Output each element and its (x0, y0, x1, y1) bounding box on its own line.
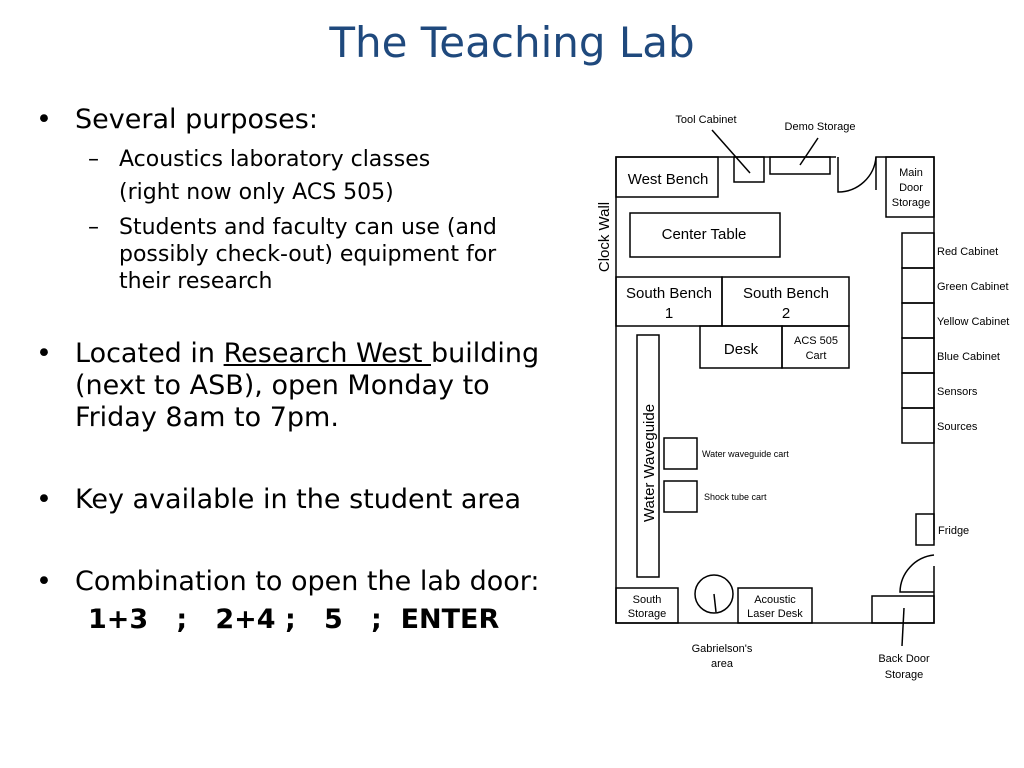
bullet-dot: • (36, 104, 52, 135)
label-main-door-3: Storage (891, 197, 931, 209)
bullet-text: Several purposes: (75, 104, 318, 135)
label-acoustic-desk-2: Laser Desk (747, 608, 803, 620)
dash-marker: – (88, 147, 99, 172)
sensors-cabinet (902, 373, 934, 408)
bullet-text: Friday 8am to 7pm. (75, 402, 339, 433)
bullet-dot: • (36, 484, 52, 515)
door-code: 1+3 ; 2+4 ; 5 ; ENTER (88, 604, 500, 635)
blue-cabinet (902, 338, 934, 373)
leader-gabrielson (714, 594, 716, 612)
bullet-text (75, 338, 539, 370)
sub-bullet-text: Students and faculty can use (and (119, 215, 497, 240)
label-south-bench2-b: 2 (781, 305, 791, 322)
bullet-text: (next to ASB), open Monday to (75, 370, 490, 401)
sub-bullet-text: their research (119, 269, 273, 294)
label-south-bench1-b: 1 (664, 305, 674, 322)
label-desk: Desk (723, 341, 759, 358)
label-south-bench2-a: South Bench (743, 285, 829, 302)
label-yellow-cabinet: Yellow Cabinet (937, 316, 1010, 328)
leader-back-door (902, 608, 904, 646)
label-clock-wall: Clock Wall (596, 201, 613, 273)
bullet-text: Combination to open the lab door: (75, 566, 540, 597)
label-back-door-1: Back Door (878, 653, 930, 665)
label-south-bench1-a: South Bench (626, 285, 712, 302)
label-blue-cabinet: Blue Cabinet (937, 351, 1000, 363)
label-center-table: Center Table (661, 226, 747, 243)
label-acoustic-desk-1: Acoustic (754, 594, 796, 606)
green-cabinet (902, 268, 934, 303)
label-main-door-2: Door (899, 182, 923, 194)
shock-tube-cart (664, 481, 697, 512)
demo-storage (770, 157, 830, 174)
label-demo-storage: Demo Storage (784, 121, 856, 133)
research-west-link[interactable]: Research West (223, 338, 431, 369)
label-south-storage-1: South (632, 594, 662, 606)
bullet-text: Key available in the student area (75, 484, 522, 515)
water-waveguide-cart (664, 438, 697, 469)
label-gabrielson-1: Gabrielson's (691, 643, 753, 655)
label-back-door-2: Storage (884, 669, 924, 681)
leader-demo-storage (800, 138, 818, 165)
fridge (916, 514, 934, 545)
sub-bullet-text: Acoustics laboratory classes (119, 147, 431, 172)
label-red-cabinet: Red Cabinet (937, 246, 999, 258)
label-west-bench: West Bench (627, 171, 709, 188)
lab-floor-plan (590, 105, 1024, 685)
label-acs-cart-2: Cart (805, 350, 827, 362)
label-green-cabinet: Green Cabinet (937, 281, 1009, 293)
label-sources: Sources (937, 421, 978, 433)
bullet-dot: • (36, 566, 52, 597)
location-prefix: Located in (75, 338, 224, 369)
location-suffix: building (431, 338, 540, 369)
back-door-arc (900, 555, 934, 592)
sub-bullet-text: possibly check-out) equipment for (119, 242, 497, 267)
label-shock-cart: Shock tube cart (704, 492, 767, 502)
label-tool-cabinet: Tool Cabinet (675, 114, 737, 126)
label-acs-cart-1: ACS 505 (793, 335, 839, 347)
dash-marker: – (88, 215, 99, 240)
wall-outline-east (876, 157, 934, 595)
red-cabinet (902, 233, 934, 268)
slide-title: The Teaching Lab (329, 18, 695, 67)
label-water-waveguide: Water Waveguide (641, 403, 658, 523)
yellow-cabinet (902, 303, 934, 338)
bullet-dot: • (36, 338, 52, 369)
label-gabrielson-2: area (710, 658, 734, 670)
main-door-arc (838, 157, 876, 192)
label-fridge: Fridge (938, 525, 970, 537)
sub-bullet-text: (right now only ACS 505) (119, 180, 394, 205)
label-water-cart: Water waveguide cart (702, 449, 789, 459)
sources-cabinet (902, 408, 934, 443)
label-sensors: Sensors (937, 386, 978, 398)
label-main-door-1: Main (899, 167, 923, 179)
label-south-storage-2: Storage (627, 608, 667, 620)
